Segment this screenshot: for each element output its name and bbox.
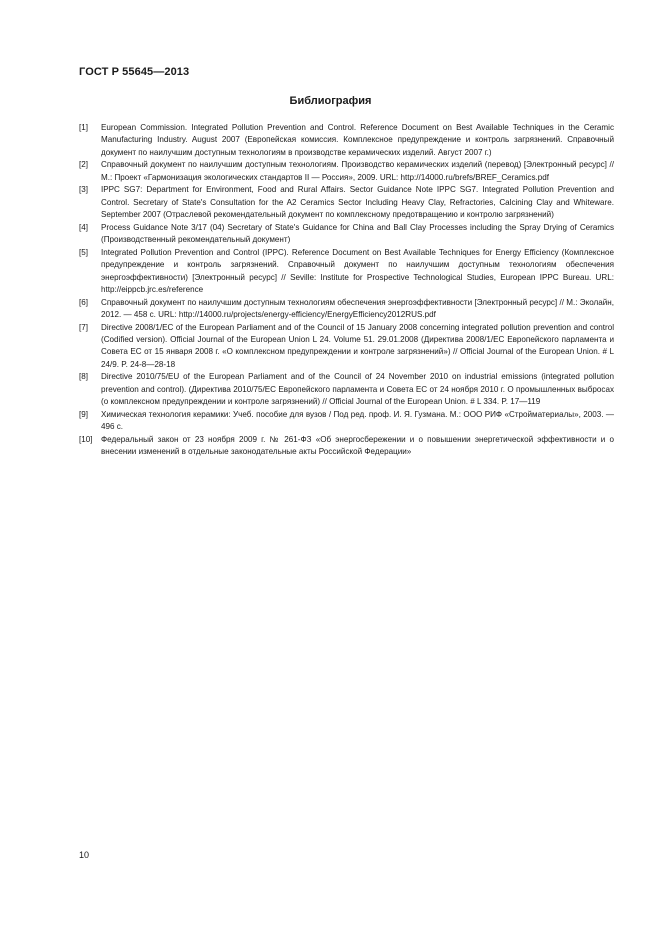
document-header: ГОСТ Р 55645—2013 — [79, 66, 190, 78]
section-title: Библиография — [289, 95, 372, 107]
entry-text: Process Guidance Note 3/17 (04) Secretary of State's Guidance for China and Ball Clay Processes including the Spray Drying of Ceramics (Производственный рекомендательный документ) — [101, 222, 614, 245]
entry-text: Directive 2010/75/EU of the European Parliament and of the Council of 24 November 2010 on industrial emissions (integrated pollution prevention and control). (Директива 2010/75/ЕС Европейского парламента и Совета ЕС от 24 ноября 2010 г. О промышленных выбросах (о комплексном предупреждении и контроле загрязнений) // Official Journal of the European Union. # L 334. P. 17—119 — [101, 372, 614, 407]
bibliography-entry — [79, 222, 614, 247]
entry-text: Справочный документ по наилучшим доступным технологиям обеспечения энергоэффективности [Электронный ресурс] // М.: Эколайн, 2012. — 458 с. URL: http://14000.ru/projects/energy-efficiency/EnergyEfficiency2012RUS.pdf — [101, 297, 614, 319]
page-number: 10 — [79, 850, 90, 860]
entry-text: Справочный документ по наилучшим доступным технологиям. Производство керамических изделий (перевод) [Электронный ресурс] // М.: Проект «Гармонизация экологических стандартов II — Россия», 2009. URL: http://14000.ru/brefs/BREF_Ceramics.pdf — [101, 160, 614, 182]
bibliography-entry — [79, 122, 614, 159]
entry-number: [2] — [79, 160, 88, 170]
entry-number: [4] — [79, 222, 88, 232]
entry-text: Directive 2008/1/EC of the European Parliament and of the Council of 15 January 2008 concerning integrated pollution prevention and control (Codified version). Official Journal of the European Union L 24. Volume 51. 29.01.2008 (Директива 2008/1/EC Европейского парламента и Совета ЕС от 15 января 2008 г. «О комплексном предупреждении и контроле загрязнений») // Official Journal of the European Union. # L 24/9. P. 24-8—28-18 — [101, 322, 614, 369]
bibliography-entry — [79, 184, 614, 221]
entry-number: [3] — [79, 185, 88, 195]
entry-number: [5] — [79, 247, 88, 257]
entry-number: [9] — [79, 409, 88, 419]
entry-text: European Commission. Integrated Pollution Prevention and Control. Reference Document on Best Available Techniques in the Ceramic Manufacturing Industry. August 2007 (Европейская комиссия. Комплексное предупреждение и контроль загрязнений. Справочный документ по наилучшим доступным технологиям в производстве керамических изделий. Август 2007 г.) — [101, 123, 614, 157]
entry-number: [1] — [79, 123, 88, 132]
bibliography-entry — [79, 371, 614, 408]
entry-number: [7] — [79, 322, 88, 332]
entry-number: [8] — [79, 372, 88, 382]
bibliography-list — [79, 122, 614, 459]
entry-number: [6] — [79, 297, 88, 307]
bibliography-entry — [79, 409, 614, 434]
bibliography-entry — [79, 297, 614, 322]
bibliography-entry — [79, 159, 614, 184]
entry-text: Химическая технология керамики: Учеб. пособие для вузов / Под ред. проф. И. Я. Гузмана. М.: ООО РИФ «Стройматериалы», 2003. — 496 с. — [101, 409, 614, 432]
bibliography-entry — [79, 434, 614, 459]
bibliography-entry — [79, 247, 614, 296]
entry-number: [10] — [79, 434, 93, 444]
entry-text: Integrated Pollution Prevention and Control (IPPC). Reference Document on Best Available Techniques for Energy Efficiency (Комплексное предупреждение и контроль загрязнений. Справочный документ по наилучшим доступным технологиям обеспечения энергоэффективности) [Электронный ресурс] // Seville: Institute for Prospective Technological Studies, European IPPC Bureau. URL: http://eippcb.jrc.es/reference — [101, 247, 614, 294]
bibliography-entry — [79, 322, 614, 371]
entry-text: IPPC SG7: Department for Environment, Food and Rural Affairs. Sector Guidance Note IPPC SG7. Integrated Pollution Prevention and Control. Secretary of State's Consultation for the A2 Ceramics Sector Including Heavy Clay, Refractories, Calcining Clay and Whiteware. September 2007 (Отраслевой рекомендательный документ по комплексному предотвращению и контролю загрязнений) — [101, 185, 614, 220]
entry-text: Федеральный закон от 23 ноября 2009 г. № 261-ФЗ «Об энергосбережении и о повышении энергетической эффективности и о внесении изменений в отдельные законодательные акты Российской Федерации» — [101, 434, 614, 457]
